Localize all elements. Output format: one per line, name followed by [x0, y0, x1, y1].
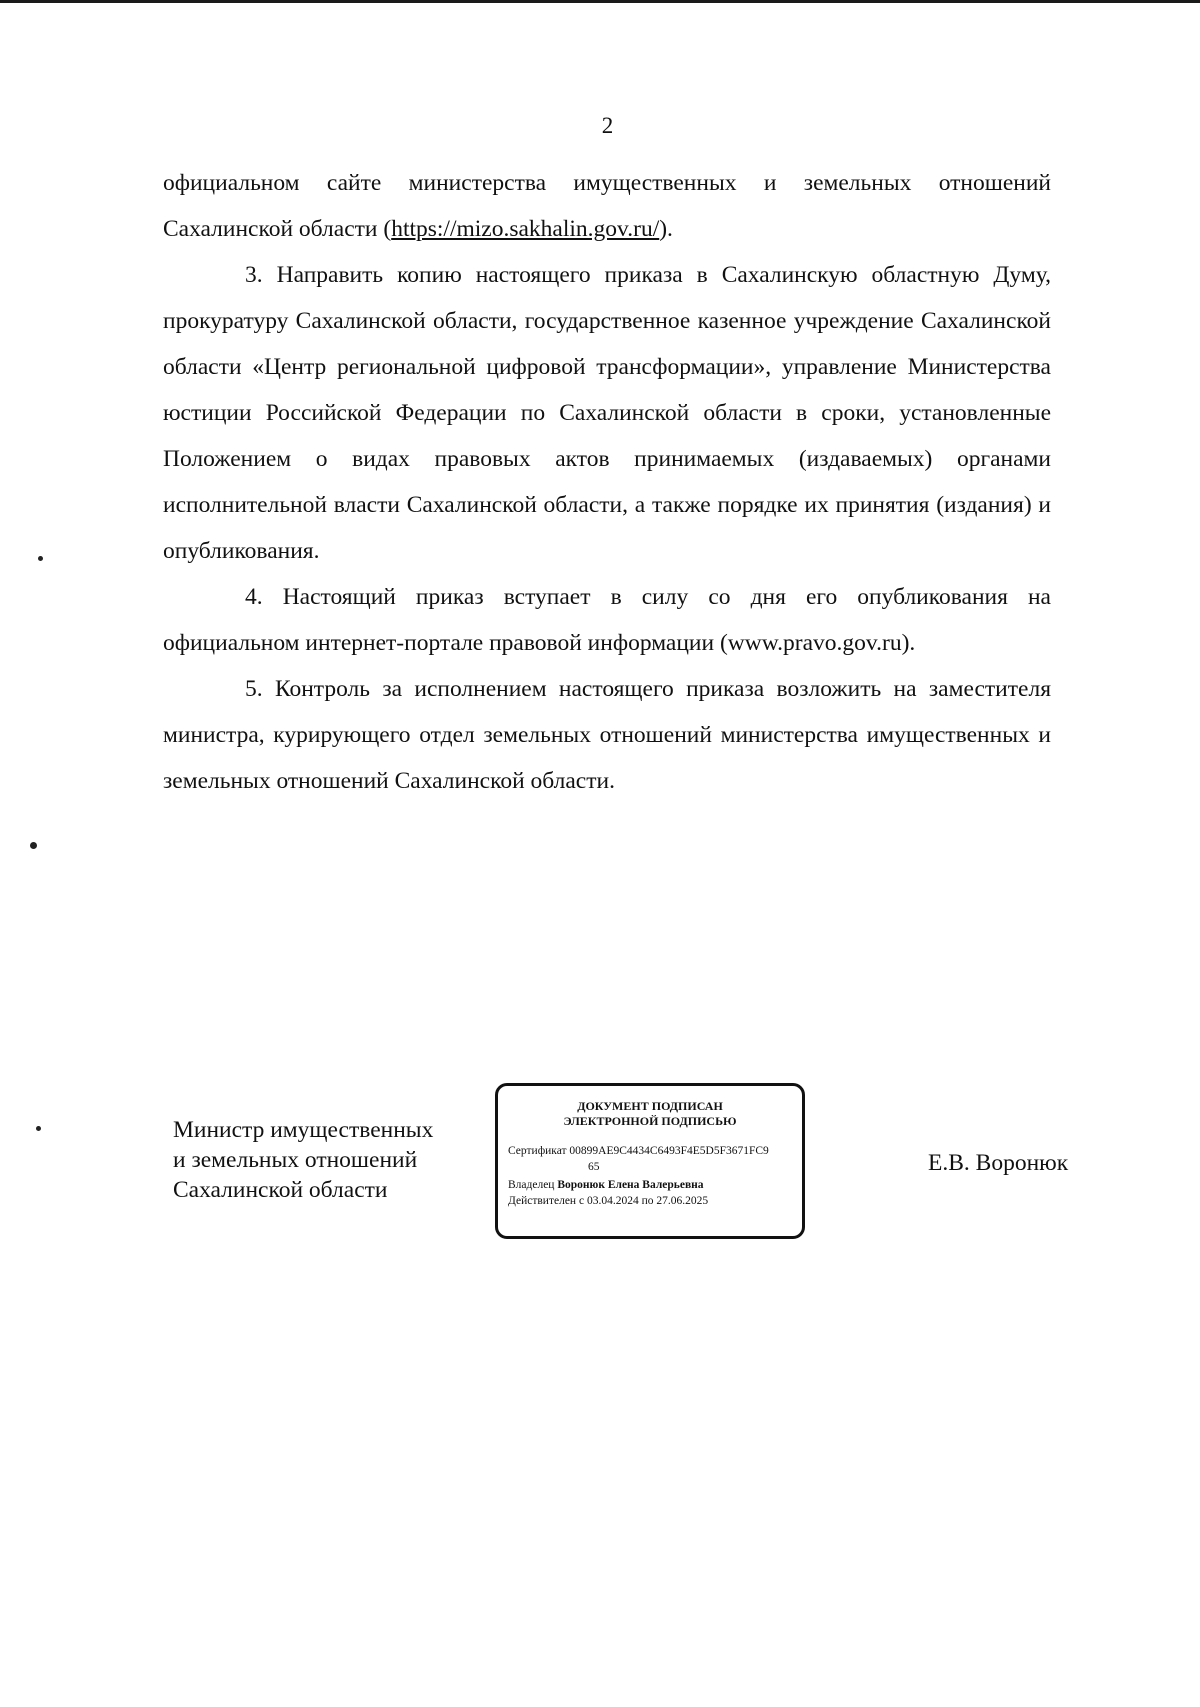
stamp-owner-value: Воронюк Елена Валерьевна [557, 1179, 704, 1191]
signatory-line-1: Министр имущественных [173, 1117, 434, 1143]
scan-speck [36, 1126, 41, 1131]
document-body [163, 160, 1051, 804]
scan-speck [38, 556, 43, 561]
paragraph-continuation [163, 160, 1051, 252]
paragraph-4: 4. Настоящий приказ вступает в силу со дня его опубликования на официальном интернет-портале правовой информации (www.pravo.gov.ru). [163, 584, 1051, 656]
stamp-validity: Действителен с 03.04.2024 по 27.06.2025 [508, 1195, 709, 1207]
scan-speck [30, 842, 37, 849]
signatory-title [173, 1115, 493, 1205]
stamp-owner-label: Владелец [508, 1179, 555, 1191]
paragraph-5: 5. Контроль за исполнением настоящего приказа возложить на заместителя министра, курирующего отдел земельных отношений министерства имущественных и земельных отношений Сахалинской области. [163, 676, 1051, 794]
paragraph-3: 3. Направить копию настоящего приказа в Сахалинскую областную Думу, прокуратуру Сахалинской области, государственное казенное учреждение Сахалинской области «Центр региональной цифровой трансформации», управление Министерства юстиции Российской Федерации по Сахалинской области в сроки, установленные Положением о видах правовых актов принимаемых (издаваемых) органами исполнительной власти Сахалинской области, а также порядке их принятия (издания) и опубликования. [163, 262, 1051, 564]
stamp-certificate-value-continued: 65 [588, 1161, 600, 1173]
paragraph-continuation-text: официальном сайте министерства имущественных и земельных отношений Сахалинской области ( [163, 170, 1051, 242]
signer-name: Е.В. Воронюк [928, 1150, 1069, 1176]
page-number: 2 [601, 113, 614, 138]
ministry-website-link[interactable]: https://mizo.sakhalin.gov.ru/ [391, 216, 660, 242]
stamp-heading-line-2: ЭЛЕКТРОННОЙ ПОДПИСЬЮ [563, 1114, 737, 1128]
paragraph-continuation-end: ). [659, 216, 673, 242]
top-border-line [0, 0, 1200, 3]
stamp-certificate [508, 1143, 792, 1159]
stamp-certificate-value: 00899AE9C4434C6493F4E5D5F3671FC9 [569, 1145, 769, 1157]
signatory-line-2: и земельных отношений [173, 1147, 418, 1173]
electronic-signature-stamp [495, 1083, 805, 1239]
stamp-owner [508, 1177, 792, 1193]
stamp-certificate-label: Сертификат [508, 1145, 567, 1157]
signatory-line-3: Сахалинской области [173, 1177, 388, 1203]
stamp-heading-line-1: ДОКУМЕНТ ПОДПИСАН [577, 1099, 723, 1113]
